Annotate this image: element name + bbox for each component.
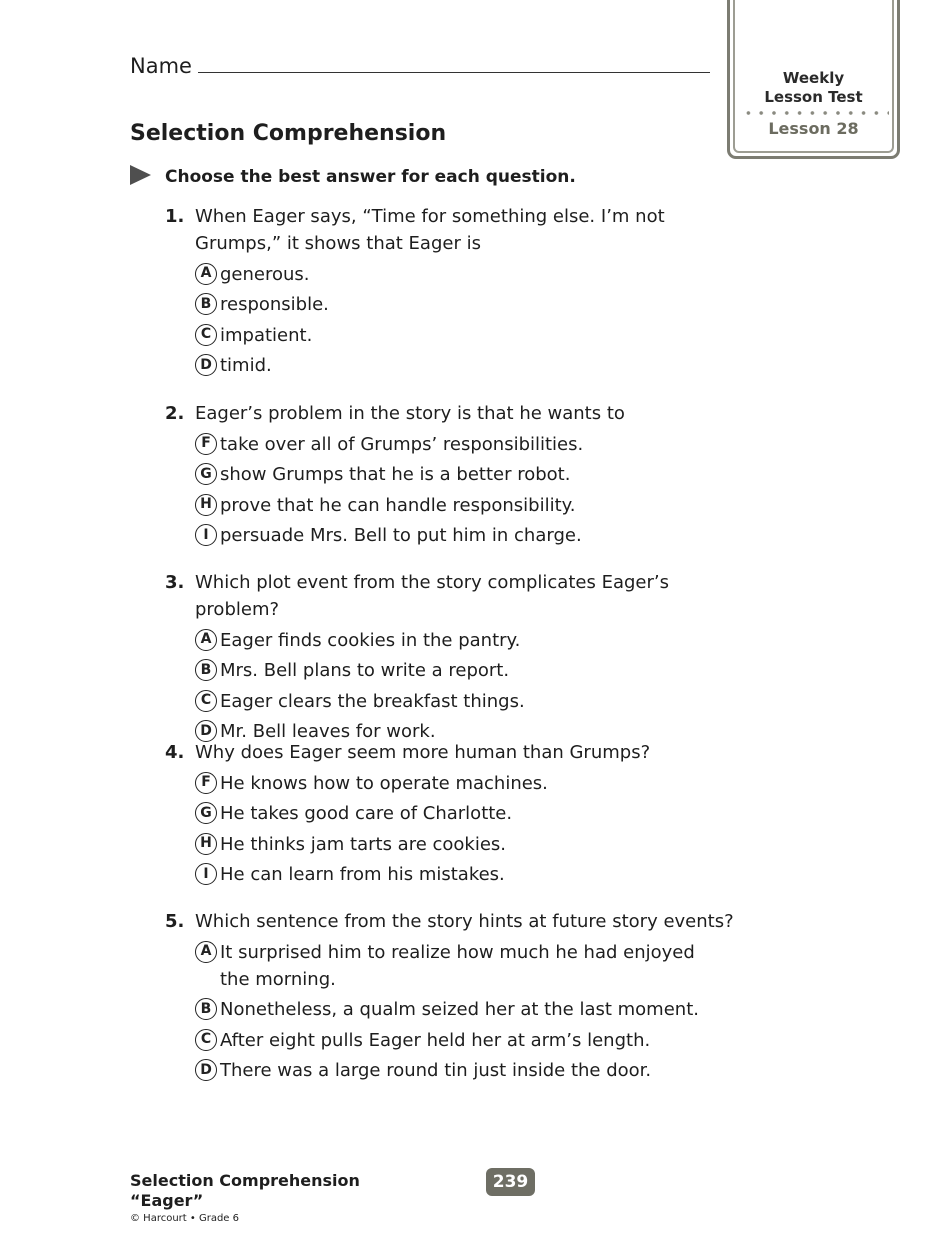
answer-bubble-icon[interactable]: I — [195, 524, 217, 546]
answer-choice-a[interactable] — [195, 939, 765, 993]
answer-choice-i[interactable] — [195, 522, 765, 549]
footer-title-block — [130, 1171, 360, 1211]
name-line — [198, 72, 710, 73]
answer-choice-g[interactable] — [195, 461, 765, 488]
answer-bubble-icon[interactable]: D — [195, 720, 217, 742]
answer-choice-c[interactable] — [195, 1027, 765, 1054]
footer-story: “Eager” — [130, 1191, 204, 1210]
answer-choice-b[interactable] — [195, 657, 765, 684]
answer-choice-h[interactable] — [195, 831, 765, 858]
question-4 — [165, 739, 765, 888]
answer-bubble-icon[interactable]: B — [195, 998, 217, 1020]
choice-text: impatient. — [220, 324, 313, 346]
choice-text: timid. — [220, 355, 272, 376]
choice-text: persuade Mrs. Bell to put him in charge. — [220, 525, 582, 546]
choice-text: Mr. Bell leaves for work. — [220, 721, 436, 742]
answer-bubble-icon[interactable]: A — [195, 629, 217, 651]
question-number: 1. — [165, 206, 185, 227]
choice-text: Nonetheless, a qualm seized her at the last moment. — [220, 999, 699, 1020]
answer-choice-b[interactable] — [195, 996, 765, 1023]
section-title: Selection Comprehension — [130, 121, 447, 146]
answer-choice-f[interactable] — [195, 770, 765, 797]
answer-choice-c[interactable] — [195, 688, 765, 715]
answer-bubble-icon[interactable]: G — [195, 802, 217, 824]
badge-lesson-test: Lesson Test — [764, 88, 863, 106]
question-number: 3. — [165, 572, 185, 593]
question-number: 4. — [165, 742, 185, 763]
page-number: 239 — [486, 1168, 535, 1196]
choice-text: He takes good care of Charlotte. — [220, 803, 513, 824]
answer-choice-h[interactable] — [195, 492, 765, 519]
question-text: Which plot event from the story complicates Eager’s problem? — [195, 572, 669, 620]
choice-text: He can learn from his mistakes. — [220, 864, 505, 885]
answer-bubble-icon[interactable]: C — [195, 324, 217, 346]
choice-text: show Grumps that he is a better robot. — [220, 464, 571, 485]
lesson-badge — [727, 0, 900, 159]
name-label: Name — [130, 54, 192, 78]
question-number: 2. — [165, 403, 185, 424]
answer-bubble-icon[interactable]: F — [195, 433, 217, 455]
answer-choice-b[interactable] — [195, 291, 765, 318]
choice-text: responsible. — [220, 294, 329, 315]
badge-dots-divider — [742, 110, 889, 116]
answer-choice-d[interactable] — [195, 1057, 765, 1084]
answer-bubble-icon[interactable]: H — [195, 833, 217, 855]
question-text: Why does Eager seem more human than Grumps? — [195, 742, 651, 763]
answer-bubble-icon[interactable]: I — [195, 863, 217, 885]
choice-text: take over all of Grumps’ responsibilities. — [220, 433, 584, 455]
answer-bubble-icon[interactable]: B — [195, 293, 217, 315]
answer-bubble-icon[interactable]: H — [195, 494, 217, 516]
answer-bubble-icon[interactable]: A — [195, 263, 217, 285]
answer-bubble-icon[interactable]: C — [195, 1029, 217, 1051]
question-number: 5. — [165, 911, 185, 932]
answer-bubble-icon[interactable]: D — [195, 1059, 217, 1081]
instruction: Choose the best answer for each question. — [165, 167, 576, 187]
badge-lesson-number: Lesson 28 — [768, 119, 859, 138]
answer-bubble-icon[interactable]: D — [195, 354, 217, 376]
footer-title: Selection Comprehension — [130, 1171, 360, 1190]
answer-choice-f[interactable] — [195, 431, 765, 458]
question-text: Which sentence from the story hints at future story events? — [195, 911, 734, 932]
choice-text: There was a large round tin just inside the door. — [220, 1060, 652, 1081]
answer-choice-g[interactable] — [195, 800, 765, 827]
choice-text: After eight pulls Eager held her at arm’s length. — [220, 1029, 651, 1051]
question-text: Eager’s problem in the story is that he wants to — [195, 403, 625, 424]
answer-choice-i[interactable] — [195, 861, 765, 888]
choice-text: Eager clears the breakfast things. — [220, 690, 525, 712]
question-3 — [165, 569, 765, 745]
answer-bubble-icon[interactable]: C — [195, 690, 217, 712]
copyright: © Harcourt • Grade 6 — [130, 1213, 239, 1224]
choice-text: prove that he can handle responsibility. — [220, 494, 576, 516]
question-text: When Eager says, “Time for something else. I’m not Grumps,” it shows that Eager is — [195, 206, 665, 254]
choice-text: generous. — [220, 263, 310, 285]
answer-choice-c[interactable] — [195, 322, 765, 349]
question-2 — [165, 400, 765, 549]
question-5 — [165, 908, 765, 1084]
answer-bubble-icon[interactable]: G — [195, 463, 217, 485]
choice-text: Mrs. Bell plans to write a report. — [220, 660, 510, 681]
arrow-icon — [130, 165, 151, 185]
answer-bubble-icon[interactable]: A — [195, 941, 217, 963]
choice-text: It surprised him to realize how much he had enjoyed the morning. — [220, 941, 695, 990]
question-1 — [165, 203, 765, 379]
choice-text: He thinks jam tarts are cookies. — [220, 833, 507, 855]
answer-bubble-icon[interactable]: F — [195, 772, 217, 794]
answer-choice-d[interactable] — [195, 352, 765, 379]
choice-text: Eager finds cookies in the pantry. — [220, 629, 521, 651]
answer-bubble-icon[interactable]: B — [195, 659, 217, 681]
answer-choice-a[interactable] — [195, 261, 765, 288]
answer-choice-a[interactable] — [195, 627, 765, 654]
choice-text: He knows how to operate machines. — [220, 772, 548, 794]
badge-weekly: Weekly — [782, 69, 845, 87]
